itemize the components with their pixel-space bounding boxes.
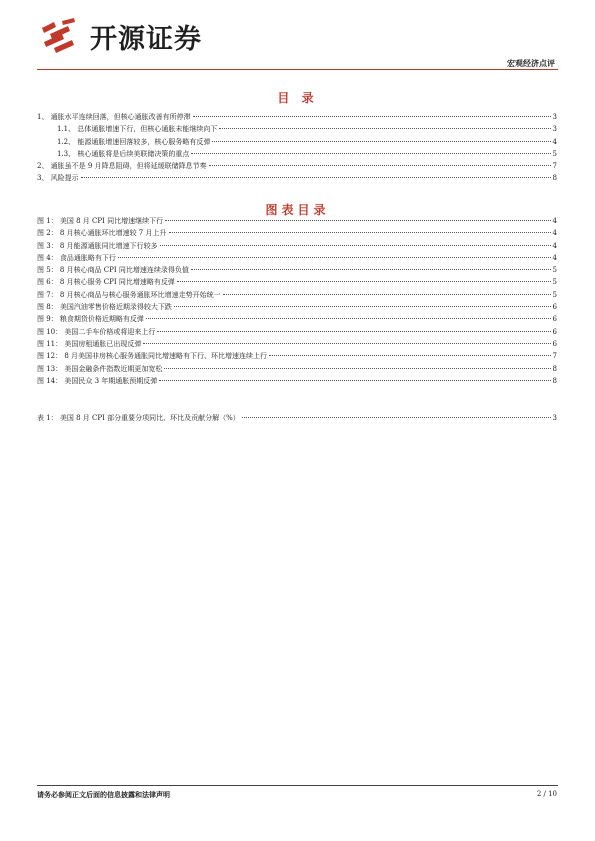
- toc-entry-page: 4: [552, 137, 557, 146]
- figure-entry-page: 4: [552, 253, 557, 262]
- dot-leader: [165, 220, 550, 221]
- figure-entry-text: 图 12： 8 月美国非房核心服务通胀同比增速略有下行、环比增速连续上行: [37, 352, 268, 361]
- toc-entry-page: 3: [552, 125, 557, 134]
- table-entry-page: 3: [552, 414, 557, 422]
- toc-entry-text: 1.2、 能源通胀增速回落较多，核心服务略有反弹: [57, 137, 211, 146]
- brand-logo-icon: [40, 18, 84, 54]
- dot-leader: [157, 331, 550, 332]
- figure-entry-page: 8: [552, 376, 557, 385]
- figures-title: 图表目录: [265, 203, 330, 217]
- table-entry[interactable]: [37, 412, 557, 424]
- figure-entry-page: 5: [552, 278, 557, 287]
- figure-entry[interactable]: [37, 252, 557, 264]
- figure-entry-page: 6: [552, 315, 557, 324]
- figures-list: [37, 215, 557, 387]
- figure-entry-text: 图 1： 美国 8 月 CPI 同比增速继续下行: [37, 217, 164, 225]
- table-entry-text: 表 1： 美国 8 月 CPI 部分重要分项同比、环比及贡献分解（%）: [37, 414, 240, 422]
- toc-entry-page: 8: [552, 174, 557, 183]
- figure-entry-text: 图 8： 美国汽油零售价格近期录得较大下跌: [37, 303, 172, 312]
- dot-leader: [191, 153, 550, 154]
- footer-divider: [37, 785, 558, 786]
- figure-entry[interactable]: [37, 363, 557, 375]
- figure-entry[interactable]: [37, 350, 557, 362]
- dot-leader: [242, 417, 551, 418]
- dot-leader: [118, 257, 551, 258]
- figure-entry-page: 7: [552, 352, 557, 361]
- figure-entry-text: 图 7： 8 月核心商品与核心服务通胀环比增速走势开始统一: [37, 290, 221, 299]
- figure-entry[interactable]: [37, 326, 557, 338]
- figure-entry-page: 5: [552, 290, 557, 299]
- brand-name: 开源证券: [90, 23, 202, 55]
- toc-entry-page: 5: [552, 149, 557, 158]
- figure-entry[interactable]: [37, 375, 557, 387]
- dot-leader: [209, 165, 551, 166]
- toc-entry-text: 1、 通胀水平连续回落，但核心通胀改善有所停滞: [37, 113, 191, 121]
- figure-entry[interactable]: [37, 338, 557, 350]
- figure-entry[interactable]: [37, 215, 557, 227]
- figure-entry-page: 5: [552, 266, 557, 275]
- dot-leader: [169, 232, 551, 233]
- figure-entry-page: 8: [552, 364, 557, 373]
- dot-leader: [191, 269, 551, 270]
- dot-leader: [193, 116, 551, 117]
- toc-entry[interactable]: [37, 148, 557, 160]
- report-type-label: 宏观经济点评: [507, 59, 555, 68]
- toc-entry-text: 1.3、 核心通胀将是后续美联储决策的重点: [57, 149, 190, 158]
- figure-entry[interactable]: [37, 240, 557, 252]
- toc-list: [37, 111, 557, 185]
- figure-entry-page: 6: [552, 327, 557, 336]
- toc-entry[interactable]: [37, 172, 557, 184]
- footer-disclaimer: 请务必参阅正文后面的信息披露和法律声明: [37, 791, 170, 799]
- dot-leader: [174, 306, 551, 307]
- toc-title: 目 录: [277, 91, 318, 105]
- brand-logo: [40, 16, 202, 56]
- figure-entry[interactable]: [37, 289, 557, 301]
- figure-entry-text: 图 5： 8 月核心商品 CPI 同比增速连续录得负值: [37, 266, 189, 275]
- figure-entry-page: 6: [552, 303, 557, 312]
- figure-entry-text: 图 3： 8 月能源通胀同比增速下行较多: [37, 241, 158, 250]
- toc-entry[interactable]: [37, 123, 557, 135]
- figure-entry[interactable]: [37, 276, 557, 288]
- figure-entry-page: 4: [552, 229, 557, 238]
- figure-entry-page: 4: [552, 241, 557, 250]
- toc-entry-page: 3: [552, 113, 557, 121]
- toc-entry-text: 3、 风险提示: [37, 174, 79, 183]
- toc-entry-page: 7: [552, 162, 557, 171]
- toc-entry[interactable]: [37, 136, 557, 148]
- dot-leader: [219, 128, 550, 129]
- dot-leader: [223, 294, 551, 295]
- tables-list: [37, 412, 557, 424]
- figure-entry-text: 图 13： 美国金融条件指数近期更加宽松: [37, 364, 163, 373]
- figure-entry-text: 图 2： 8 月核心通胀环比增速较 7 月上升: [37, 229, 167, 238]
- dot-leader: [143, 343, 550, 344]
- toc-entry-text: 1.1、 总体通胀增速下行，但核心通胀未能继续向下: [57, 125, 218, 134]
- toc-entry-text: 2、 通胀虽不是 9 月降息阻碍，但将延缓联储降息节奏: [37, 162, 207, 171]
- figure-entry-page: 6: [552, 339, 557, 348]
- figure-entry-text: 图 9： 粮食期货价格近期略有反弹: [37, 315, 144, 324]
- dot-leader: [160, 245, 551, 246]
- dot-leader: [177, 281, 551, 282]
- figure-entry[interactable]: [37, 313, 557, 325]
- page-number: 2 / 10: [536, 790, 557, 798]
- header-divider: [37, 69, 558, 70]
- toc-entry[interactable]: [37, 160, 557, 172]
- figure-entry-text: 图 4： 食品通胀略有下行: [37, 253, 116, 262]
- figure-entry-page: 4: [552, 217, 557, 225]
- figure-entry-text: 图 14： 美国民众 3 年期通胀预期反弹: [37, 376, 158, 385]
- figure-entry-text: 图 10： 美国二手车价格或将迎来上行: [37, 327, 156, 336]
- figure-entry-text: 图 11： 美国房租通胀已出现反弹: [37, 339, 142, 348]
- dot-leader: [164, 368, 550, 369]
- dot-leader: [146, 318, 551, 319]
- dot-leader: [159, 380, 550, 381]
- figure-entry[interactable]: [37, 301, 557, 313]
- figure-entry-text: 图 6： 8 月核心服务 CPI 同比增速略有反弹: [37, 278, 175, 287]
- toc-entry[interactable]: [37, 111, 557, 123]
- dot-leader: [212, 141, 550, 142]
- dot-leader: [81, 177, 551, 178]
- dot-leader: [269, 355, 550, 356]
- figure-entry[interactable]: [37, 264, 557, 276]
- figure-entry[interactable]: [37, 227, 557, 239]
